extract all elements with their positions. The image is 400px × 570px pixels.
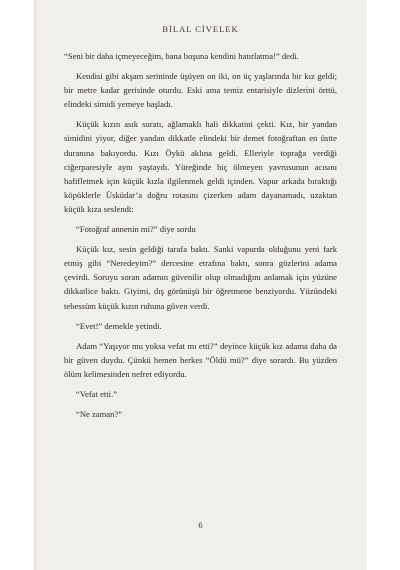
paragraph: Kendisi gibi akşam serininde üşüyen on iki, on üç yaşlarında bir kız geldi; bir metre kadar gerisinde oturdu. Eski ama temiz entarisiyle dizlerini örttü, elindeki simidi yemeye başladı.	[64, 71, 337, 110]
paragraph: “Seni bir daha içmeyeceğim, bana boşuna kendini hatırlatma!” dedi.	[64, 51, 299, 61]
book-page	[34, 0, 367, 570]
paragraph: Adam “Yaşıyor mu yoksa vefat mı etti?” deyince küçük kız adama daha da bir güven duydu. Çünkü hemen herkes “Öldü mü?” diye sorardı. Bu yüzden ölüm kelimesinden nefret ediyordu.	[64, 340, 337, 379]
paragraph: “Ne zaman?”	[76, 409, 123, 420]
page-number: 6	[198, 520, 203, 530]
paragraph: “Fotoğraf annenin mi?” diye sordu	[76, 224, 196, 235]
paragraph: Küçük kızın asık suratı, ağlamaklı hali dikkatini çekti. Kız, bir yandan simidini yiyor, diğer yandan dikkatle elindeki bir demet fotoğraftan en üstte duranına bakıyordu. Kızı Öykü aklına geldi. Elleriyle toprağa verdiği ciğerparesiyle aynı yaştaydı. Yüreğinde hiç ölmeyen yavrusunun acısını hafifletmek için küçük kızla ilgilenmek geldi içinden. Vapur arkada bıraktığı köpüklerle Üsküdar’a doğru rotasını çizerken adam dayanamadı, uzaktan küçük kıza seslendi:	[64, 119, 337, 214]
paragraph: “Evet!” demekle yetindi.	[76, 320, 162, 331]
paragraph: “Vefat etti.”	[76, 388, 118, 399]
paragraph: Küçük kız, sesin geldiği tarafa baktı. Sanki vapurda olduğunu yeni fark etmiş gibi “Neredeyim?” dercesine etrafına baktı, sonra gözlerini adama çevirdi. Soruyu soran adamın güvenilir olup olmadığını anlamak için yüzüne dikkatlice baktı. Giyimi, dış görünüşü bir öğretmene benziyordu. Yüzündeki tebessüm küçük kızın ruhuna güven verdi.	[64, 244, 337, 311]
running-header: BİLAL CİVELEK	[162, 24, 239, 34]
